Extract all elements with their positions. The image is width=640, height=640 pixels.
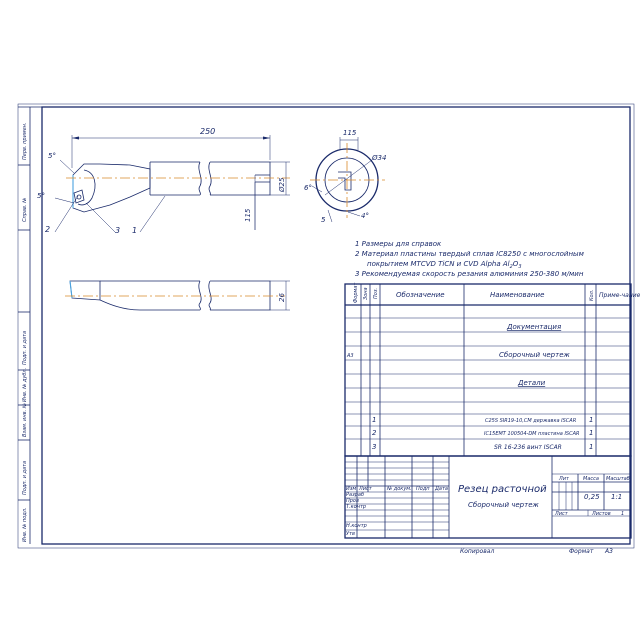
- section-dim-5: 5: [321, 216, 326, 224]
- note-1: 1 Размеры для справок: [355, 240, 442, 248]
- val-masshtab: 1:1: [611, 493, 623, 501]
- row2-pos: 2: [372, 429, 377, 437]
- note-2: 2 Материал пластины твердый сплав IC8250 с многослойным: [355, 250, 584, 258]
- row2-name: IC15EMT 100504-DM пластина ISCAR: [484, 431, 580, 437]
- footer-format-label: Формат: [569, 548, 594, 555]
- drawing-title: Резец расточной: [458, 484, 547, 495]
- stamp-inv-dubl: Инв. № дубл.: [22, 367, 28, 402]
- lbl-prov: Пров: [346, 498, 359, 504]
- main-view: [37, 127, 290, 235]
- val-massa: 0,25: [584, 493, 600, 501]
- stamp-perv-primen: Перв. примен.: [22, 122, 28, 160]
- hdr-format: Формат: [353, 282, 359, 303]
- side-view: [65, 281, 290, 310]
- lbl-masshtab: Масштаб: [606, 476, 630, 482]
- row3-name: SR 16-236 винт ISCAR: [494, 444, 562, 451]
- side-head-outline: [70, 281, 100, 300]
- hdr-designation: Обозначение: [396, 291, 445, 299]
- insert-plate: [74, 190, 84, 203]
- doc-row-name: Сборочный чертеж: [499, 351, 570, 359]
- stamp-sprav-n: Справ. №: [22, 197, 28, 222]
- dim-height-115: 115: [244, 208, 252, 222]
- lbl-podp: Подп: [416, 486, 430, 492]
- lbl-t-kontr: Т.контр: [346, 504, 367, 510]
- stamp-inv-podl: Инв. № подл.: [22, 507, 28, 542]
- row1-qty: 1: [589, 416, 594, 424]
- hdr-qty: Кол.: [589, 289, 595, 301]
- row1-pos: 1: [372, 416, 377, 424]
- section-angle-6: 6°: [304, 184, 312, 192]
- dim-angle-side: 5°: [37, 192, 45, 200]
- callout-2: 2: [45, 225, 51, 234]
- lbl-utv: Утв: [346, 531, 355, 537]
- stamp-vzam-inv: Взам. инв. №: [22, 403, 28, 437]
- lbl-list: Лист: [359, 486, 372, 492]
- section-angle-4: 4°: [361, 212, 369, 220]
- section-documentation: Документация: [507, 323, 562, 331]
- dim-length-250: 250: [200, 127, 216, 136]
- note-2-cont: покрытием MTCVD TiCN и CVD Alpha $Al_2O_3$: [367, 260, 522, 270]
- section-dim-d34: Ø34: [372, 154, 387, 162]
- val-listov: 1: [621, 511, 625, 517]
- row3-qty: 1: [589, 443, 594, 451]
- note-3: 3 Рекомендуемая скорость резания алюминия 250-380 м/мин: [355, 270, 584, 278]
- lbl-list2: Лист: [555, 511, 568, 517]
- section-details: Детали: [518, 379, 546, 387]
- section-view: [304, 129, 386, 224]
- tool-shank: [150, 162, 270, 195]
- lbl-data: Дата: [435, 486, 448, 492]
- hdr-note: Приме-чание: [599, 292, 640, 299]
- section-dim-115: 115: [343, 129, 357, 137]
- side-dim-26: 26: [278, 293, 286, 302]
- footer-kopiroval: Копировал: [460, 548, 495, 555]
- lbl-razrab: Разраб: [346, 492, 365, 498]
- lbl-n-kontr: Н.контр: [346, 523, 367, 529]
- left-stamp-column: [18, 107, 42, 544]
- technical-notes: [355, 240, 585, 278]
- hdr-pos: Поз.: [373, 287, 379, 299]
- lbl-lit: Лит: [559, 476, 569, 482]
- row1-name: C25S SIR19-10,CM державка ISCAR: [485, 418, 577, 424]
- stamp-podp-data-1: Подп. и дата: [22, 330, 28, 365]
- footer-format-val: А3: [605, 548, 613, 555]
- lbl-izm: Изм: [346, 486, 357, 492]
- drawing-subtitle: Сборочный чертеж: [468, 501, 539, 509]
- callout-3: 3: [115, 226, 121, 235]
- hdr-name: Наименование: [490, 291, 545, 299]
- dim-angle-top: 5°: [48, 152, 56, 160]
- lbl-n-dokum: № докум.: [387, 486, 412, 492]
- lbl-massa: Масса: [583, 476, 599, 482]
- callout-1: 1: [132, 226, 138, 235]
- hdr-zone: Зона: [363, 287, 369, 300]
- row3-pos: 3: [372, 443, 377, 451]
- specification-table: [345, 282, 640, 456]
- row2-qty: 1: [589, 429, 594, 437]
- doc-row-format: А3: [347, 353, 354, 359]
- lbl-listov: Листов: [592, 511, 611, 517]
- dim-diameter-25: Ø25: [278, 177, 286, 192]
- stamp-podp-data-2: Подп. и дата: [22, 460, 28, 495]
- title-block: [345, 456, 631, 538]
